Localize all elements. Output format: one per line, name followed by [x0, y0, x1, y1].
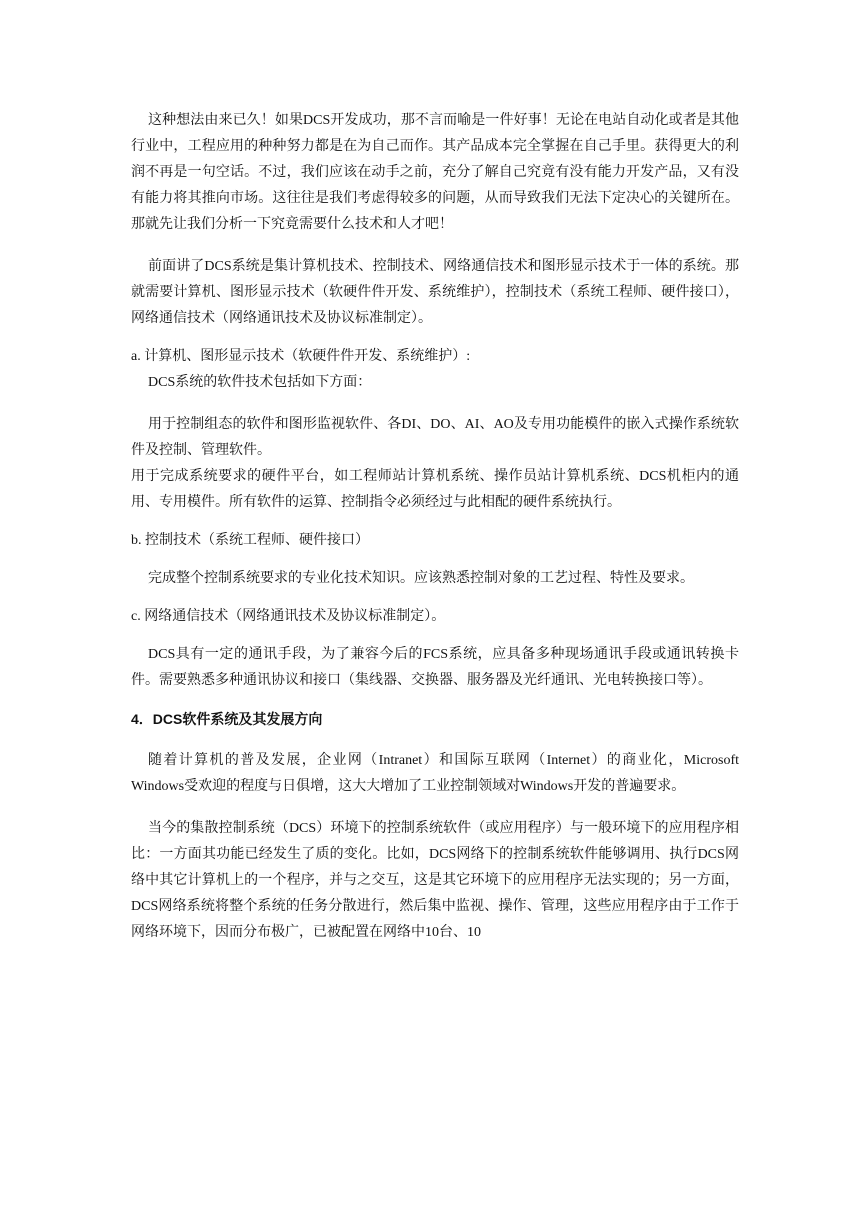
- paragraph-dcs-software: 当今的集散控制系统（DCS）环境下的控制系统软件（或应用程序）与一般环境下的应用程序相比：一方面其功能已经发生了质的变化。比如，DCS网络下的控制系统软件能够调用、执行DCS网络中其它计算机上的一个程序，并与之交互，这是其它环境下的应用程序无法实现的；另一方面，DCS网络系统将整个系统的任务分散进行，然后集中监视、操作、管理，这些应用程序由于工作于网络环境下，因而分布极广，已被配置在网络中10台、10: [131, 821, 739, 940]
- paragraph-software: 用于控制组态的软件和图形监视软件、各DI、DO、AI、AO及专用功能模件的嵌入式操作系统软件及控制、管理软件。: [131, 417, 739, 458]
- paragraph-network: DCS具有一定的通讯手段，为了兼容今后的FCS系统，应具备多种现场通讯手段或通讯转换卡件。需要熟悉多种通讯协议和接口（集线器、交换器、服务器及光纤通讯、光电转换接口等）。: [131, 647, 739, 688]
- item-a-subtitle: DCS系统的软件技术包括如下方面：: [148, 375, 372, 390]
- paragraph-dcs-technologies: 前面讲了DCS系统是集计算机技术、控制技术、网络通信技术和图形显示技术于一体的系统。那就需要计算机、图形显示技术（软硬件件开发、系统维护），控制技术（系统工程师、硬件接口），网络通信技术（网络通讯技术及协议标准制定）。: [131, 259, 739, 326]
- paragraph-hardware: 用于完成系统要求的硬件平台，如工程师站计算机系统、操作员站计算机系统、DCS机柜内的通用、专用模件。所有软件的运算、控制指令必须经过与此相配的硬件系统执行。: [131, 469, 739, 510]
- section-heading: 4．DCS软件系统及其发展方向: [131, 711, 323, 727]
- item-b-title: b. 控制技术（系统工程师、硬件接口）: [131, 533, 369, 548]
- paragraph-windows: 随着计算机的普及发展，企业网（Intranet）和国际互联网（Internet）的商业化，Microsoft Windows受欢迎的程度与日俱增，这大大增加了工业控制领域对Windows开发的普遍要求。: [131, 753, 739, 794]
- paragraph-intro: 这种想法由来已久！如果DCS开发成功，那不言而喻是一件好事！无论在电站自动化或者是其他行业中，工程应用的种种努力都是在为自己而作。其产品成本完全掌握在自己手里。获得更大的利润不再是一句空话。不过，我们应该在动手之前，充分了解自己究竟有没有能力开发产品，又有没有能力将其推向市场。这往往是我们考虑得较多的问题，从而导致我们无法下定决心的关键所在。那就先让我们分析一下究竟需要什么技术和人才吧！: [131, 113, 739, 232]
- document-page: [131, 108, 739, 946]
- item-c-title: c. 网络通信技术（网络通讯技术及协议标准制定）。: [131, 609, 446, 624]
- paragraph-control: 完成整个控制系统要求的专业化技术知识。应该熟悉控制对象的工艺过程、特性及要求。: [148, 571, 694, 586]
- item-a-title: a. 计算机、图形显示技术（软硬件件开发、系统维护）:: [131, 349, 471, 364]
